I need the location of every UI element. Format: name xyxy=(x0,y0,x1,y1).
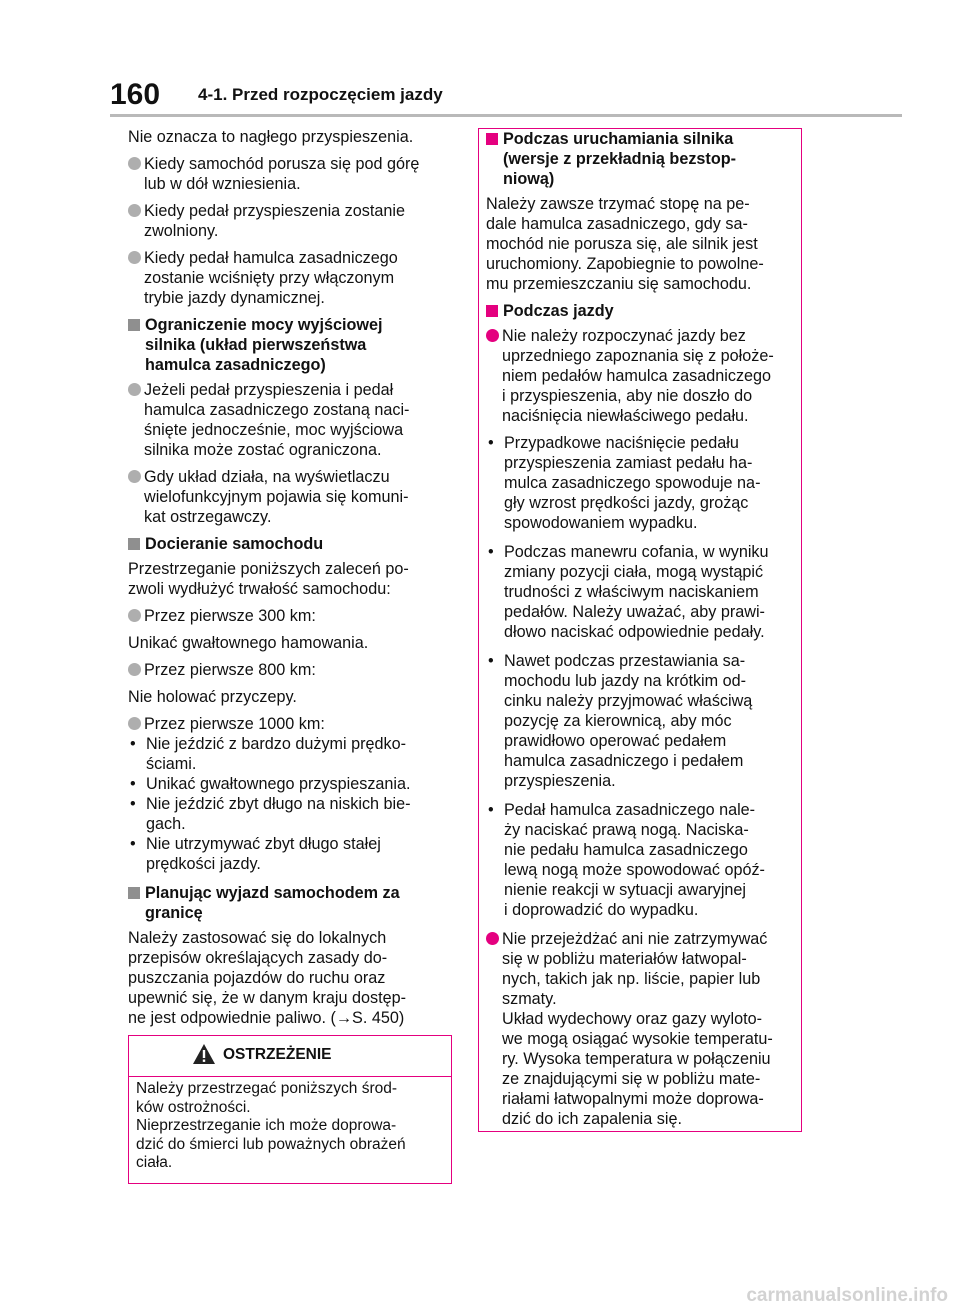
heading-square-icon xyxy=(128,538,140,550)
list-item: • Podczas manewru cofania, w wyniku zmiany pozycji ciała, mogą wystąpić trudności z właściwym naciskaniem pedałów. Należy uważać, aby prawi- dłowo naciskać odpowiednie pedały. xyxy=(488,543,769,641)
bullet-dot-icon xyxy=(128,717,141,730)
bullet-dot-icon xyxy=(128,204,141,217)
km300-text: Unikać gwałtownego hamowania. xyxy=(128,634,369,652)
list-item: Przez pierwsze 800 km: xyxy=(128,660,458,680)
right-column xyxy=(486,129,804,1129)
heading-while-driving: Podczas jazdy xyxy=(486,301,804,321)
footer-watermark: carmanualsonline.info xyxy=(746,1285,948,1306)
bullet-dot-icon xyxy=(128,157,141,170)
header-rule xyxy=(110,114,902,117)
list-item: • Nie jeździć zbyt długo na niskich bie- gach. xyxy=(130,795,411,833)
bullet-dot-icon xyxy=(128,383,141,396)
warning-title: OSTRZEŻENIE xyxy=(223,1046,332,1063)
list-item: Nie należy rozpoczynać jazdy bez uprzedniego zapoznania się z położe- niem pedałów hamulca zasadniczego i przyspieszenia, aby nie doszło do naciśnięcia niewłaściwego pedału. xyxy=(486,326,804,426)
bullet-dot-icon xyxy=(128,663,141,676)
heading-power-limit: Ograniczenie mocy wyjściowej silnika (układ pierwszeństwa hamulca zasadniczego) xyxy=(128,315,458,375)
heading-engine-start: Podczas uruchamiania silnika (wersje z przekładnią bezstop- niową) xyxy=(486,129,804,189)
bullet-dot-icon xyxy=(486,329,499,342)
bullet-dot-icon xyxy=(486,932,499,945)
list-item: Nie przejeżdżać ani nie zatrzymywać się w pobliżu materiałów łatwopal- nych, takich jak np. liście, papier lub szmaty. xyxy=(486,929,804,1009)
heading-square-icon xyxy=(486,305,498,317)
page-header xyxy=(110,78,900,118)
list-item: Kiedy pedał hamulca zasadniczego zostanie wciśnięty przy włączonym trybie jazdy dynamicznej. xyxy=(128,248,458,308)
warning-box xyxy=(128,1035,452,1184)
list-item: Przez pierwsze 1000 km: xyxy=(128,714,458,734)
list-item: • Pedał hamulca zasadniczego nale- ży naciskać prawą nogą. Naciska- nie pedału hamulca zasadniczego lewą nogą może spowodować opóź- nienie reakcji w sytuacji awaryjnej i doprowadzić do wypadku. xyxy=(488,801,765,919)
km800-text: Nie holować przyczepy. xyxy=(128,688,297,706)
warning-text: Należy przestrzegać poniższych środ- ków ostrożności. Nieprzestrzeganie ich może doprowa- dzić do śmierci lub poważnych obrażeń ciała. xyxy=(136,1080,406,1171)
left-column xyxy=(128,127,458,1035)
engine-start-text: Należy zawsze trzymać stopę na pe- dale hamulca zasadniczego, gdy sa- mochód nie porusza się, ale silnik jest uruchomiony. Zapobiegnie to powolne- mu przemieszczaniu się samochodu. xyxy=(486,195,764,293)
warning-header xyxy=(129,1036,451,1077)
list-item: Przez pierwsze 300 km: xyxy=(128,606,458,626)
intro-text: Nie oznacza to nagłego przyspieszenia. xyxy=(128,128,414,146)
bullet-dot-icon xyxy=(128,470,141,483)
list-item: Kiedy pedał przyspieszenia zostanie zwolniony. xyxy=(128,201,458,241)
heading-break-in: Docieranie samochodu xyxy=(128,534,458,554)
list-item: • Przypadkowe naciśnięcie pedału przyspieszenia zamiast pedału ha- mulca zasadniczego spowoduje na- gły wzrost prędkości jazdy, grożąc spowodowaniem wypadku. xyxy=(488,434,761,532)
exhaust-note: Układ wydechowy oraz gazy wyloto- we mogą osiągać wysokie temperatu- ry. Wysoka temperatura w połączeniu ze znajdującymi się w pobliżu mate- riałami łatwopalnymi może doprowa- dzić do ich zapalenia się. xyxy=(502,1010,773,1128)
section-title: 4-1. Przed rozpoczęciem jazdy xyxy=(198,85,443,104)
page-number: 160 xyxy=(110,78,161,111)
list-item: Jeżeli pedał przyspieszenia i pedał hamulca zasadniczego zostaną naci- śnięte jednocześnie, moc wyjściowa silnika może zostać ograniczona. xyxy=(128,380,458,460)
heading-square-icon xyxy=(486,133,498,145)
list-item: • Unikać gwałtownego przyspieszania. xyxy=(130,775,411,793)
list-item: • Nie jeździć z bardzo dużymi prędko- ściami. xyxy=(130,735,407,773)
list-item: • Nawet podczas przestawiania sa- mochodu lub jazdy na krótkim od- cinku należy przyjmować właściwą pozycję za kierownicą, aby móc prawidłowo operować pedałem hamulca zasadniczego i pedałem przyspieszenia. xyxy=(488,652,753,790)
break-in-text: Przestrzeganie poniższych zaleceń po- zwoli wydłużyć trwałość samochodu: xyxy=(128,560,409,598)
list-item: • Nie utrzymywać zbyt długo stałej prędkości jazdy. xyxy=(130,835,381,873)
list-item: Gdy układ działa, na wyświetlaczu wielofunkcyjnym pojawia się komuni- kat ostrzegawczy. xyxy=(128,467,458,527)
heading-square-icon xyxy=(128,887,140,899)
bullet-dot-icon xyxy=(128,251,141,264)
bullets-1 xyxy=(128,154,458,308)
heading-abroad: Planując wyjazd samochodem za granicę xyxy=(128,883,458,923)
heading-square-icon xyxy=(128,319,140,331)
bullet-dot-icon xyxy=(128,609,141,622)
abroad-text: Należy zastosować się do lokalnych przepisów określających zasady do- puszczania pojazdów do ruchu oraz upewnić się, że w danym kraju dostęp- ne jest odpowiednie paliwo. (→S. 450) xyxy=(128,929,407,1027)
list-item: Kiedy samochód porusza się pod górę lub w dół wzniesienia. xyxy=(128,154,458,194)
warning-triangle-icon xyxy=(192,1043,216,1065)
